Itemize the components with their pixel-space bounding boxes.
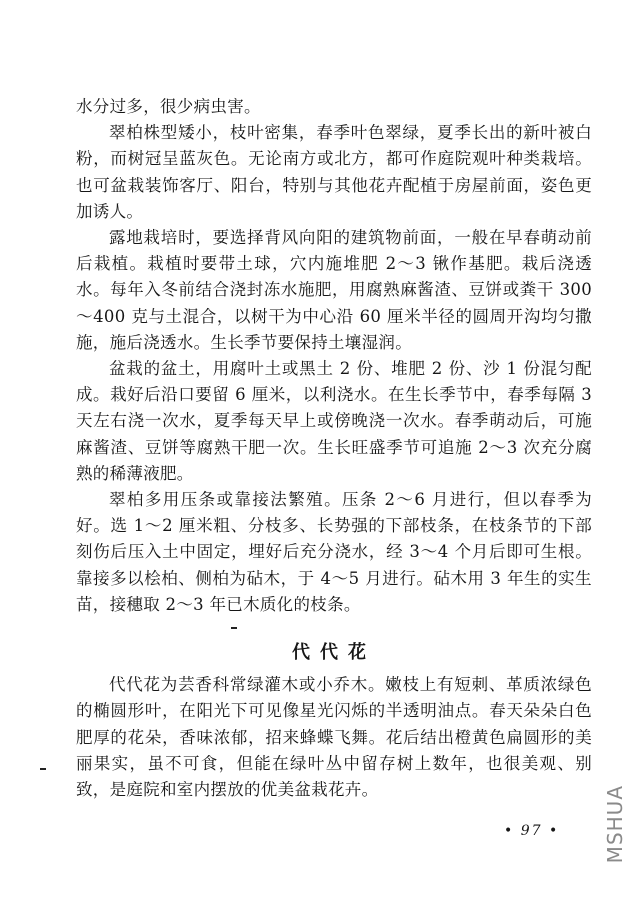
page-number: • 97 • [504, 823, 560, 839]
print-mark [231, 627, 237, 629]
paragraph: 翠柏多用压条或靠接法繁殖。压条 2～6 月进行，但以春季为好。选 1～2 厘米粗、分枝多、长势强的下部枝条，在枝条节的下部刻伤后压入土中固定，埋好后充分浇水，经 3～4 个月后即可生根。靠接多以桧柏、侧柏为砧木，于 4～5 月进行。砧木用 3 年生的实生苗，接穗取 2～3 年已木质化的枝条。 [76, 490, 592, 614]
section-title: 代代花 [292, 642, 376, 664]
paragraph: 代代花为芸香科常绿灌木或小乔木。嫩枝上有短刺、革质浓绿色的椭圆形叶，在阳光下可见像星光闪烁的半透明油点。春天朵朵白色肥厚的花朵，香味浓郁，招来蜂蝶飞舞。花后结出橙黄色扁圆形的美丽果实，虽不可食，但能在绿叶丛中留存树上数年，也很美观、别致，是庭院和室内摆放的优美盆栽花卉。 [76, 675, 592, 800]
paragraph: 盆栽的盆土，用腐叶土或黑土 2 份、堆肥 2 份、沙 1 份混匀配成。栽好后沿口要留 6 厘米，以利浇水。在生长季节中，春季每隔 3 天左右浇一次水，夏季每天早上或傍晚浇一次水。春季萌动后，可施麻酱渣、豆饼等腐熟干肥一次。生长旺盛季节可追施 2～3 次充分腐熟的稀薄液肥。 [76, 359, 592, 483]
print-mark [40, 768, 46, 770]
paragraph: 水分过多，很少病虫害。 [76, 97, 261, 116]
paragraph: 露地栽培时，要选择背风向阳的建筑物前面，一般在早春萌动前后栽植。栽植时要带土球，穴内施堆肥 2～3 锹作基肥。栽后浇透水。每年入冬前结合浇封冻水施肥，用腐熟麻酱渣、豆饼或粪干 300～400 克与土混合，以树干为中心沿 60 厘米半径的圆周开沟均匀撒施，施后浇透水。生长季节要保持土壤湿润。 [76, 228, 592, 352]
watermark: MSHUA [603, 785, 627, 864]
paragraph: 翠柏株型矮小，枝叶密集，春季叶色翠绿，夏季长出的新叶被白粉，而树冠呈蓝灰色。无论南方或北方，都可作庭院观叶种类栽培。也可盆栽装饰客厅、阳台，特别与其他花卉配植于房屋前面，姿色更加诱人。 [76, 123, 592, 221]
body-text [76, 94, 592, 803]
